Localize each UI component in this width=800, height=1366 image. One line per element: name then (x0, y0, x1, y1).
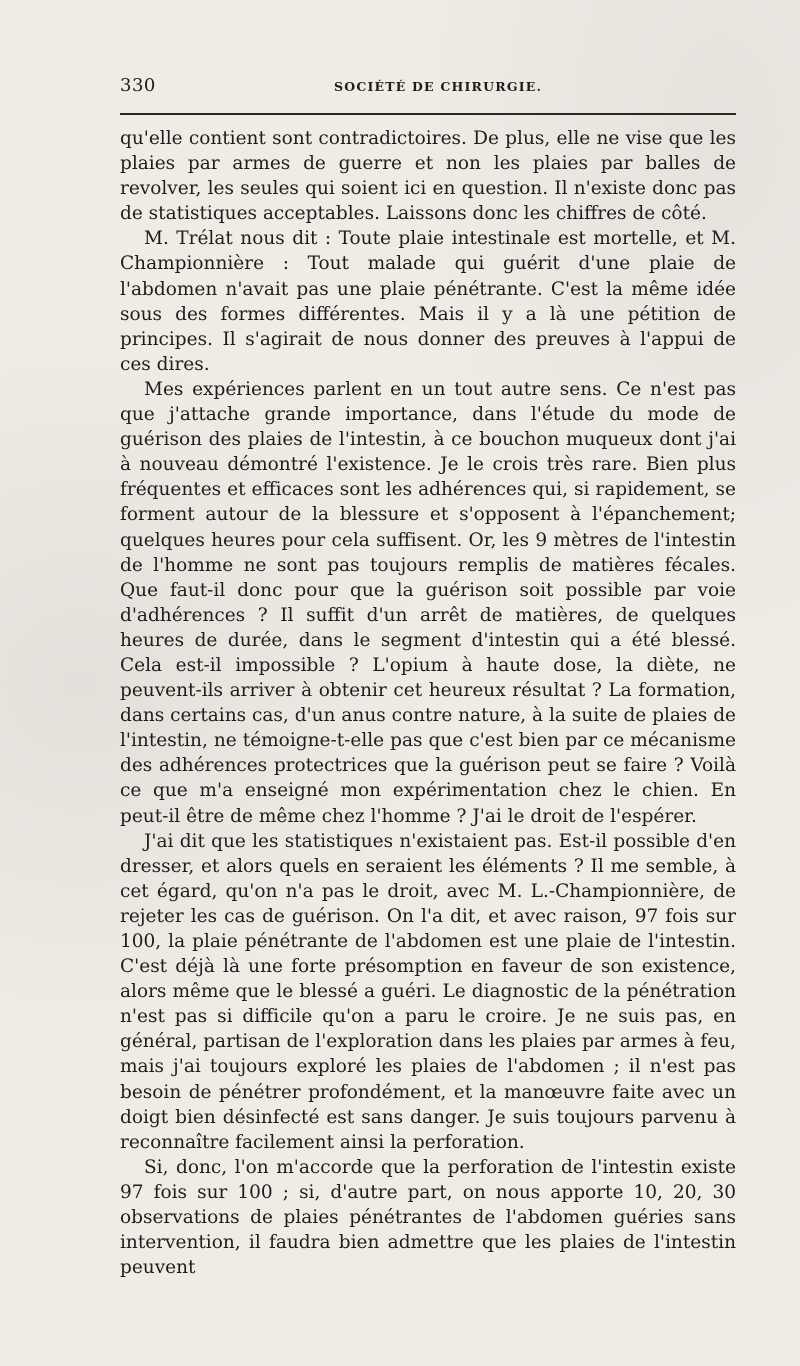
page-number: 330 (120, 75, 156, 96)
paragraph: Si, donc, l'on m'accorde que la perforation de l'intestin existe 97 fois sur 100 ; si, d'autre part, on nous apporte 10, 20, 30 observations de plaies pénétrantes de l'abdomen guéries sans intervention, il faudra bien admettre que les plaies de l'intestin peuvent (120, 1156, 736, 1279)
paragraph: qu'elle contient sont contradictoires. De plus, elle ne vise que les plaies par armes de guerre et non les plaies par balles de revolver, les seules qui soient ici en question. Il n'existe donc pas de statistiques acceptables. Laissons donc les chiffres de côté. (120, 128, 736, 225)
running-title: SOCIÉTÉ DE CHIRURGIE. (334, 79, 543, 94)
paragraph: J'ai dit que les statistiques n'existaient pas. Est-il possible d'en dresser, et alors quels en seraient les éléments ? Il me semble, à cet égard, qu'on n'a pas le droit, avec M. L.-Championnière, de rejeter les cas de guérison. On l'a dit, et avec raison, 97 fois sur 100, la plaie pénétrante de l'abdomen est une plaie de l'intestin. C'est déjà là une forte présomption en faveur de son existence, alors même que le blessé a guéri. Le diagnostic de la pénétration n'est pas si difficile qu'on a paru le croire. Je ne suis pas, en général, partisan de l'exploration dans les plaies par armes à feu, mais j'ai toujours exploré les plaies de l'abdomen ; il n'est pas besoin de pénétrer profondément, et la manœuvre faite avec un doigt bien désinfecté est sans danger. Je suis toujours parvenu à reconnaître facilement ainsi la perforation. (120, 830, 736, 1153)
header-rule (120, 113, 736, 115)
body-text (120, 126, 736, 1280)
paragraph: Mes expériences parlent en un tout autre sens. Ce n'est pas que j'attache grande importance, dans l'étude du mode de guérison des plaies de l'intestin, à ce bouchon muqueux dont j'ai à nouveau démontré l'existence. Je le crois très rare. Bien plus fréquentes et efficaces sont les adhérences qui, si rapidement, se forment autour de la blessure et s'opposent à l'épanchement; quelques heures pour cela suffisent. Or, les 9 mètres de l'intestin de l'homme ne sont pas toujours remplis de matières fécales. Que faut-il donc pour que la guérison soit possible par voie d'adhérences ? Il suffit d'un arrêt de matières, de quelques heures de durée, dans le segment d'intestin qui a été blessé. Cela est-il impossible ? L'opium à haute dose, la diète, ne peuvent-ils arriver à obtenir cet heureux résultat ? La formation, dans certains cas, d'un anus contre nature, à la suite de plaies de l'intestin, ne témoigne-t-elle pas que c'est bien par ce mécanisme des adhérences protectrices que la guérison peut se faire ? Voilà ce que m'a enseigné mon expérimentation chez le chien. En peut-il être de même chez l'homme ? J'ai le droit de l'espérer. (120, 378, 736, 827)
page-header (120, 75, 732, 99)
paragraph: M. Trélat nous dit : Toute plaie intestinale est mortelle, et M. Championnière : Tout malade qui guérit d'une plaie de l'abdomen n'avait pas une plaie pénétrante. C'est la même idée sous des formes différentes. Mais il y a là une pétition de principes. Il s'agirait de nous donner des preuves à l'appui de ces dires. (120, 228, 736, 375)
